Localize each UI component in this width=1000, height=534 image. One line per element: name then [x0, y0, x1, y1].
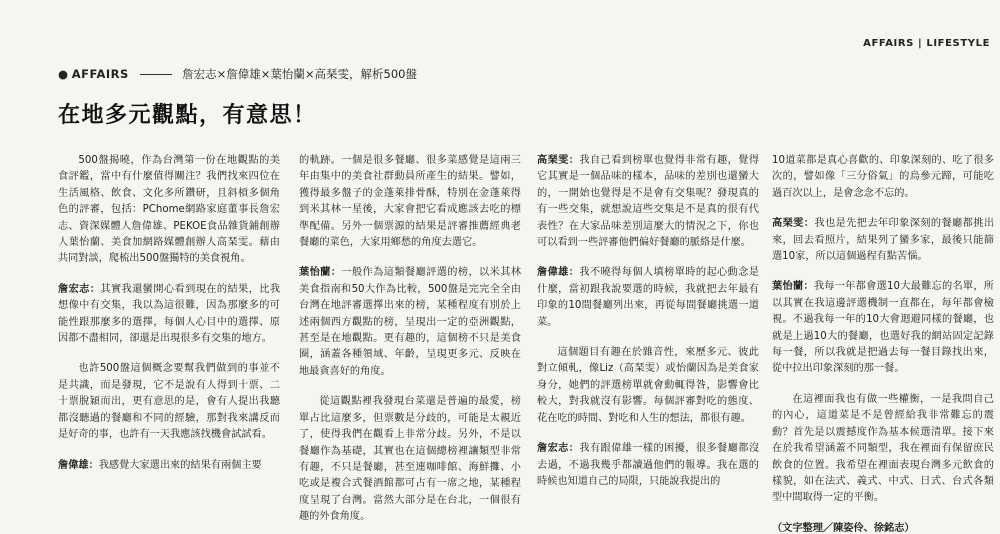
speaker-name: 詹宏志：	[58, 283, 101, 295]
speaker-name: 詹宏志：	[537, 443, 580, 455]
paragraph-text: 也許500盤這個概念要幫我們做到的事並不是共識，而是發現，它不是說有人得到十票、二十票脫穎而出，更有意思的是，會有人提出我聽都沒聽過的餐廳和不同的經驗，那對我來講反而是好奇的事，也許有一天我應該找機會試試看。	[58, 363, 280, 441]
paragraph-text: 從這觀點裡我發現台菜還是普遍的最愛，榜單占比這麼多，但票數是分歧的，可能是太親近了，使得我們在觀看上非常分歧。另外，不是以餐廳作為基礎，其實也在這個總榜裡讓類型非常有趣，不只是餐廳，甚至連咖啡館、海鮮攤、小吃或是複合式餐酒館都可占有一席之地，某種程度呈現了台灣。當然大部分是在台北，一個很有趣的外食角度。	[299, 396, 521, 523]
paragraph-text: 其實我還蠻開心看到現在的結果，比我想像中有交集，我以為這很難，因為那麼多的可能性跟那麼多的選擇，每個人心目中的選擇、原因都不盡相同，卻還是出現很多有交集的地方。	[58, 283, 280, 345]
paragraph-text: 一般作為這類餐廳評選的榜，以米其林美食指南和50大作為比較，500盤是完完全全由台灣在地評審選擇出來的榜，某種程度有別於上述兩個西方觀點的榜，呈現出一定的亞洲觀點，甚至是在地觀點。更有趣的，這個榜不只是美食圈，涵蓋各種領域、年齡，呈現更多元、反映在地最貪喜好的角度。	[299, 267, 521, 377]
article-title: 在地多元觀點，有意思！	[58, 103, 317, 128]
paragraph-text: 10道菜都是真心喜歡的、印象深刻的、吃了很多次的，譬如像「三分俗氣」的烏參元蹄，可能吃過百次以上，是會念念不忘的。	[772, 155, 994, 199]
section-line	[58, 66, 417, 82]
bullet-icon: ●	[58, 67, 69, 81]
speaker-name: 詹偉雄：	[537, 267, 580, 279]
text-column-1	[58, 153, 280, 534]
paragraph-text: 的軌跡。一個是很多餐廳、很多菜感覺是這兩三年由集中的美食社群動員所產生的結果。譬如，獲得最多盤子的金蓬萊排骨酥，特別在金蓬萊得到米其林一星後，大家會把它看成應該去吃的標準配備。另外一個票源的結果是評審推薦經典老餐廳的菜色，大家用鄉愁的角度去選它。	[299, 155, 521, 249]
paragraph	[58, 458, 280, 474]
section-subtitle: 詹宏志×詹偉雄×葉怡蘭×高琹雯，解析500盤	[182, 67, 417, 81]
paragraph	[537, 153, 759, 251]
paragraph	[299, 153, 521, 251]
paragraph	[772, 392, 994, 507]
editor-credit: （文字整理／陳姿伶、徐銘志）	[772, 522, 915, 534]
speaker-name: 詹偉雄：	[58, 459, 99, 471]
speaker-name: 高琹雯：	[537, 155, 580, 166]
text-column-2	[299, 153, 521, 534]
paragraph	[537, 441, 759, 490]
paragraph-text: 我感覺大家選出來的結果有兩個主要	[98, 459, 262, 471]
paragraph	[772, 216, 994, 265]
speaker-name: 葉怡蘭：	[772, 281, 814, 293]
paragraph-text: 500盤揭曉，作為台灣第一份在地觀點的美食評鑑，當中有什麼值得關注？我們找來四位在生活風格、飲食、文化多所鑽研，且斜槓多個角色的評審，包括：PChome網路家庭董事長詹宏志、資深媒體人詹偉雄、PEKOE食品雜貨鋪創辦人葉怡蘭、美食加網路媒體創辦人高琹雯。藉由共同對談，爬梳出500盤獨特的美食視角。	[58, 155, 280, 265]
paragraph	[58, 282, 280, 348]
paragraph-text: 我不曉得每個人填榜單時的起心動念是什麼，當初跟我說要選的時候，我就把去年最有印象的10間餐廳列出來，再從每間餐廳挑選一道菜。	[537, 267, 759, 328]
text-column-3	[537, 153, 759, 534]
paragraph	[537, 265, 759, 331]
paragraph	[58, 361, 280, 443]
paragraph-text: 這個題目有趣在於雜音性，來歷多元、彼此對立傾軋，像Liz（高琹雯）或怡蘭因為是美食家身分，她們的評選榜單就會動輒得咎，影響會比較大，對我就沒有影響。每個評審對吃的態度、花在吃的時間、對吃和人生的想法，都很有趣。	[537, 347, 759, 424]
paragraph	[772, 153, 994, 202]
paragraph-text: 我每一年都會選10大最難忘的名單，所以其實在我這邊評選機制一直都在，每年都會檢視。不過我每一年的10大會迴避同樣的餐廳，也就是上過10大的餐廳，也選好我的網站固定記錄每一餐，所以我就是把過去每一餐目錄找出來，從中拉出印象深刻的那一餐。	[772, 281, 994, 375]
paragraph	[299, 394, 521, 525]
section-divider	[140, 74, 172, 75]
paragraph-text: 我自己看到榜單也覺得非常有趣，覺得它其實是一個品味的樣本，品味的差別也還蠻大的，一開始也覺得是不是會有交集呢？發現真的有一些交集，就想說這些交集是不是真的很有代表性？在大家品味差別這麼大的情況之下，你也可以看到一些評審他們偏好餐廳的脈絡是什麼。	[537, 155, 759, 249]
paragraph-text: 在這裡面我也有做一些權衡，一是我問自己的內心，這道菜是不是曾經給我非常難忘的震動？首先是以震撼度作為基本候選清單。接下來在於我希望涵蓋不同類型，我在裡面有保留庶民飲食的位置。我希望在裡面表現台灣多元飲食的樣貌，如在法式、義式、中式、日式、台式各類型中間取得一定的平衡。	[772, 393, 994, 504]
paragraph-text: 我也是先把去年印象深刻的餐廳都挑出來，回去看照片，結果列了蠻多家，最後只能篩選10家，所以這個過程有點苦惱。	[772, 218, 994, 263]
header-section-label: AFFAIRS | LIFESTYLE	[863, 38, 990, 49]
speaker-name: 高琹雯：	[772, 218, 815, 230]
paragraph	[299, 265, 521, 380]
paragraph	[772, 279, 994, 377]
section-name: AFFAIRS	[71, 67, 129, 81]
text-column-4	[772, 153, 994, 534]
speaker-name: 葉怡蘭：	[299, 267, 342, 279]
paragraph	[58, 153, 280, 268]
paragraph-text: 我有跟偉雄一樣的困擾，很多餐廳都沒去過，不過我幾乎都讀過他們的報導。我在選的時候也知道自己的局限，只能說我提出的	[537, 443, 759, 487]
paragraph	[537, 345, 759, 427]
